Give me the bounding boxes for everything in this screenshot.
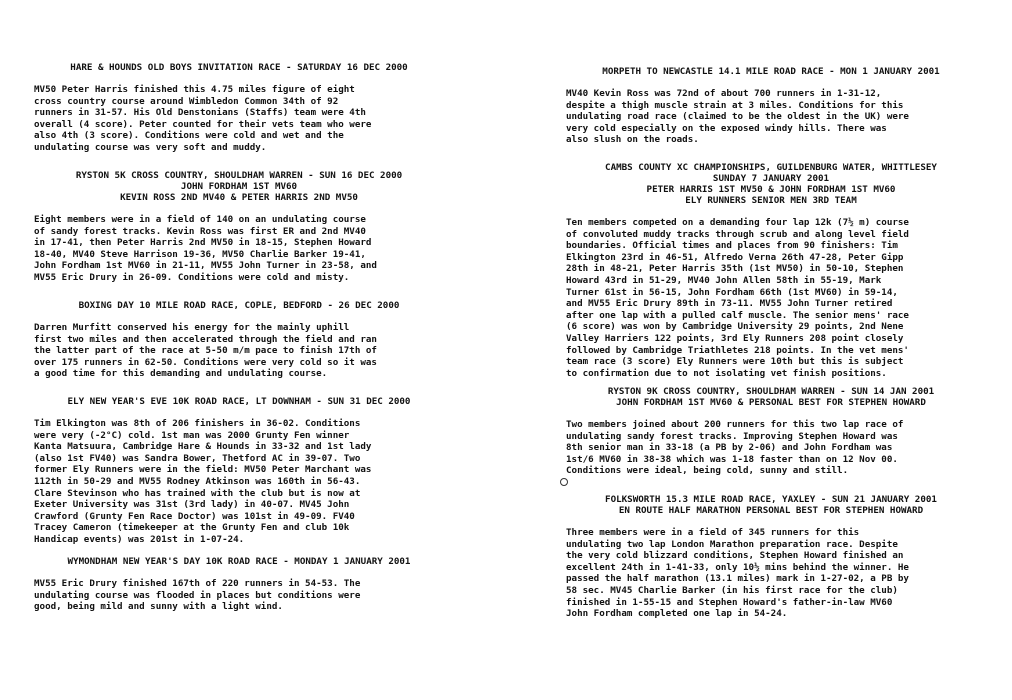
race-report-ryston-9k xyxy=(566,386,976,477)
race-body: Two members joined about 200 runners for this two lap race of undulating sandy forest tracks. Improving Stephen Howard was 8th senior man in 33-18 (a PB by 2-06) and John Fordham was 1st/6 MV60 in 38-38 which was 1-18 faster than on 12 Nov 00. Conditions were ideal, being cold, sunny and still. xyxy=(566,419,904,477)
race-heading: WYMONDHAM NEW YEAR'S DAY 10K ROAD RACE - MONDAY 1 JANUARY 2001 xyxy=(67,556,411,567)
race-heading: HARE & HOUNDS OLD BOYS INVITATION RACE - SATURDAY 16 DEC 2000 xyxy=(70,62,408,73)
race-body: MV50 Peter Harris finished this 4.75 miles figure of eight cross country course around Wimbledon Common 34th of 92 runners in 31-57. His Old Denstonians (Staffs) team were 4th overall (4 score). Peter counted for their vets team who were also 4th (3 score). Conditions were cold and wet and the undulating course was very soft and muddy. xyxy=(34,84,372,153)
race-heading: RYSTON 9K CROSS COUNTRY, SHOULDHAM WARREN - SUN 14 JAN 2001 JOHN FORDHAM 1ST MV60 & PERSONAL BEST FOR STEPHEN HOWARD xyxy=(607,386,935,408)
race-body: Ten members competed on a demanding four lap 12k (7½ m) course of convoluted muddy tracks through scrub and along level field boundaries. Official times and places from 90 finishers: Tim Elkington 23rd in 46-51, Alfredo Verna 26th 47-28, Peter Gipp 28th in 48-21, Peter Harris 35th (1st MV50) in 50-10, Stephen Howard 43rd in 51-29, MV40 John Allen 58th in 55-19, Mark Turner 61st in 56-15, John Fordham 66th (1st MV60) in 59-14, and MV55 Eric Drury 89th in 73-11. MV55 John Turner retired after one lap with a pulled calf muscle. The senior mens' race (6 score) was won by Cambridge University 29 points, 2nd Nene Valley Harriers 122 points, 3rd Ely Runners 208 point closely followed by Cambridge Triathletes 218 points. In the vet mens' team race (3 score) Ely Runners were 10th but this is subject to confirmation due to not isolating vet finish positions. xyxy=(566,217,909,379)
race-body: Three members were in a field of 345 runners for this undulating two lap London Marathon preparation race. Despite the very cold blizzard conditions, Stephen Howard finished an excellent 24th in 1-41-33, only 10½ mins behind the winner. He passed the half marathon (13.1 miles) mark in 1-27-02, a PB by 58 sec. MV45 Charlie Barker (in his first race for the club) finished in 1-55-15 and Stephen Howard's father-in-law MV60 John Fordham completed one lap in 54-24. xyxy=(566,527,909,620)
race-body: MV55 Eric Drury finished 167th of 220 runners in 54-53. The undulating course was flooded in places but conditions were good, being mild and sunny with a light wind. xyxy=(34,578,361,613)
race-report-folksworth xyxy=(566,494,976,620)
race-heading: BOXING DAY 10 MILE ROAD RACE, COPLE, BEDFORD - 26 DEC 2000 xyxy=(78,300,400,311)
race-heading: ELY NEW YEAR'S EVE 10K ROAD RACE, LT DOWNHAM - SUN 31 DEC 2000 xyxy=(67,396,411,407)
race-report-boxing-day xyxy=(34,300,444,380)
race-report-ely-new-years-eve xyxy=(34,396,444,546)
scan-speck-icon xyxy=(560,478,568,486)
race-report-morpeth xyxy=(566,66,976,146)
race-report-ryston-5k xyxy=(34,170,444,284)
race-heading: CAMBS COUNTY XC CHAMPIONSHIPS, GUILDENBURG WATER, WHITTLESEY SUNDAY 7 JANUARY 2001 PETER HARRIS 1ST MV50 & JOHN FORDHAM 1ST MV60 ELY RUNNERS SENIOR MEN 3RD TEAM xyxy=(605,162,937,206)
race-body: Darren Murfitt conserved his energy for the mainly uphill first two miles and then accelerated through the field and ran the latter part of the race at 5-50 m/m pace to finish 17th of over 175 runners in 62-50. Conditions were very cold so it was a good time for this demanding and undulating course. xyxy=(34,322,377,380)
race-body: Eight members were in a field of 140 on an undulating course of sandy forest tracks. Kevin Ross was first ER and 2nd MV40 in 17-41, then Peter Harris 2nd MV50 in 18-15, Stephen Howard 18-40, MV40 Steve Harrison 19-36, MV50 Charlie Barker 19-41, John Fordham 1st MV60 in 21-11, MV55 John Turner in 23-58, and MV55 Eric Drury in 26-09. Conditions were cold and misty. xyxy=(34,214,377,283)
race-report-wymondham xyxy=(34,556,444,613)
race-body: MV40 Kevin Ross was 72nd of about 700 runners in 1-31-12, despite a thigh muscle strain at 3 miles. Conditions for this undulating road race (claimed to be the oldest in the UK) were very cold especially on the exposed windy hills. There was also slush on the roads. xyxy=(566,88,909,146)
race-heading: MORPETH TO NEWCASTLE 14.1 MILE ROAD RACE - MON 1 JANUARY 2001 xyxy=(602,66,940,77)
race-report-hare-hounds xyxy=(34,62,444,154)
race-report-cambs-county-xc xyxy=(566,162,976,379)
race-heading: RYSTON 5K CROSS COUNTRY, SHOULDHAM WARREN - SUN 16 DEC 2000 JOHN FORDHAM 1ST MV60 KEVIN ROSS 2ND MV40 & PETER HARRIS 2ND MV50 xyxy=(75,170,403,203)
race-body: Tim Elkington was 8th of 206 finishers in 36-02. Conditions were very (-2°C) cold. 1st man was 2000 Grunty Fen winner Kanta Matsuura, Cambridge Hare & Hounds in 33-32 and 1st lady (also 1st FV40) was Sandra Bower, Thetford AC in 39-07. Two former Ely Runners were in the field: MV50 Peter Marchant was 112th in 50-29 and MV55 Rodney Atkinson was 160th in 56-43. Clare Stevinson who has trained with the club but is now at Exeter University was 31st (3rd lady) in 40-07. MV45 John Crawford (Grunty Fen Race Doctor) was 101st in 49-09. FV40 Tracey Cameron (timekeeper at the Grunty Fen and club 10k Handicap events) was 201st in 1-07-24. xyxy=(34,418,372,545)
race-heading: FOLKSWORTH 15.3 MILE ROAD RACE, YAXLEY - SUN 21 JANUARY 2001 EN ROUTE HALF MARATHON PERSONAL BEST FOR STEPHEN HOWARD xyxy=(605,494,937,516)
